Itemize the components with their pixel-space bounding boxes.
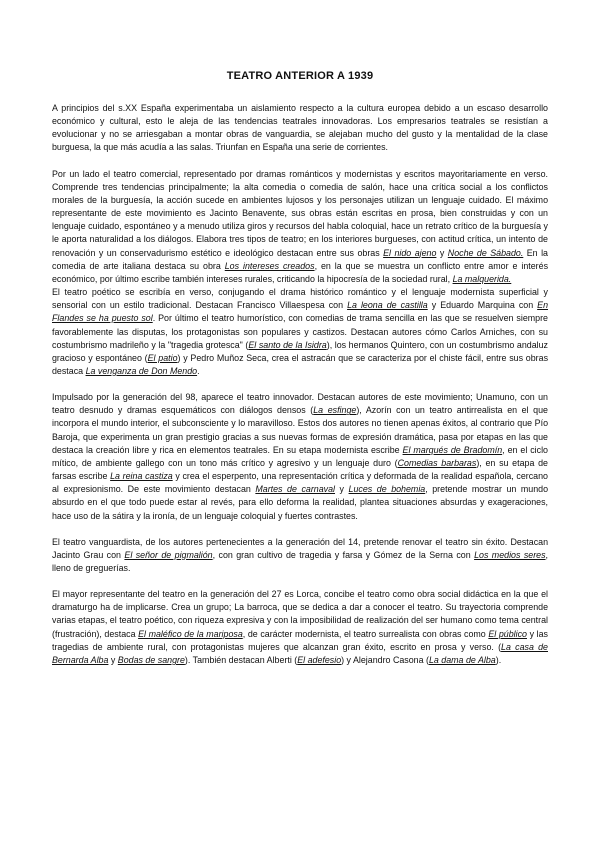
text-run: ) y Pedro Muñoz Seca, crea el astracán que se caracteriza por el chiste fácil, entre sus obras destaca bbox=[52, 352, 549, 376]
work-title: El santo de la Isidra bbox=[248, 339, 327, 350]
text-run: Por un lado el teatro comercial, representado por dramas románticos y modernistas y escritos mayoritariamente en verso. Comprende tres tendencias principalmente; la alta comedia o comedia de salón, hace una crítica social a los conflictos morales de la burguesía, la acción sucede en ambientes lujosos y los personajes utilizan un lenguaje cuidado. El máximo representante de este movimiento es Jacinto Benavente, sus obras están escritas en prosa, bien construidas y con un lenguaje cuidado, espontáneo y a menudo utiliza giros y recursos del habla coloquial, hace un retrato crítico de la burguesía y le aporta naturalidad a los diálogos. Elabora tres tipos de teatro; en los interiores burgueses, con actitud crítica, un intento de renovación y un conservadurismo estético e ideológico destacan entre sus obras bbox=[52, 168, 548, 258]
text-run: y Eduardo Marquina con bbox=[427, 300, 538, 311]
text-run: El teatro poético se escribía en verso, conjugando el drama histórico romántico y el lenguaje modernista superficial y sensorial con un estilo tradicional. Destacan Francisco Villaespesa con bbox=[52, 287, 548, 311]
text-run: , con gran cultivo de tragedia y farsa y Gómez de la Serna con bbox=[212, 549, 475, 560]
text-run: , de carácter modernista, el teatro surrealista con obras como bbox=[242, 628, 489, 639]
work-title: Comedias barbaras bbox=[397, 457, 477, 468]
text-run: y bbox=[335, 484, 349, 495]
work-title: La casa de Bernarda Alba bbox=[52, 641, 548, 665]
text-run: ), los hermanos Quintero, con un costumbrismo andaluz gracioso y espontáneo ( bbox=[52, 339, 548, 363]
work-title: Noche de Sábado. bbox=[447, 247, 524, 258]
text-run: . bbox=[197, 365, 200, 376]
work-title: El adefesio bbox=[297, 654, 342, 665]
text-run: y las tragedias de ambiente rural, con protagonistas mujeres que alcanzan gran éxito, escrito en prosa y verso. ( bbox=[52, 628, 548, 652]
work-title: En Flandes se ha puesto sol bbox=[52, 300, 549, 324]
text-run: , en la que se muestra un conflicto entre amor e interés económico, por último escribe también intereses rurales, criticando la hipocresía de la sociedad rural, bbox=[52, 260, 549, 284]
work-title: El maléfico de la mariposa bbox=[138, 628, 243, 639]
text-run: , pretende mostrar un mundo absurdo en el que todo puede estar al revés, para ello deforma la realidad, plantea situaciones absurdas y exageraciones, hace uso de la sátira y la ironía, de un lenguaje coloquial y fuertes contrastes. bbox=[52, 484, 548, 521]
paragraph-innovative-theatre bbox=[52, 391, 548, 523]
paragraph-intro bbox=[52, 102, 548, 155]
document-body bbox=[52, 102, 548, 667]
work-title: Los medios seres bbox=[474, 549, 546, 560]
text-run: El teatro vanguardista, de los autores pertenecientes a la generación del 14, pretende renovar el teatro sin éxito. Destacan Jacinto Grau con bbox=[52, 536, 548, 560]
text-run: El mayor representante del teatro en la generación del 27 es Lorca, concibe el teatro como obra social didáctica en la que el dramaturgo ha de implicarse. Crea un grupo; La barroca, que se dedica a dar a conocer el teatro. Su trayectoria comprende varias etapas, el teatro poético, con riqueza expresiva y con la imposibilidad de realización del ser humano como tema central (frustración), destaca bbox=[52, 589, 548, 639]
work-title: Bodas de sangre bbox=[117, 654, 185, 665]
text-run: . Por último el teatro humorístico, con comedias de trama sencilla en las que se resuelven siempre favorablemente las disputas, los protagonistas son populares y castizos. Destacan autores cómo Carlos Arniches, con su costumbrismo madrileño y la "tragedia grotesca" ( bbox=[52, 313, 548, 350]
paragraph-avant-garde-theatre bbox=[52, 536, 548, 575]
text-run: y bbox=[436, 247, 448, 258]
text-run: y bbox=[108, 654, 118, 665]
text-run: y crea el esperpento, una representación crítica y deformada de la realidad española, cercano al expresionismo. De este movimiento destacan bbox=[52, 471, 548, 495]
work-title: La venganza de Don Mendo bbox=[85, 365, 198, 376]
work-title: El nido ajeno bbox=[383, 247, 437, 258]
text-run: En la comedia de arte italiana destaca su obra bbox=[52, 247, 548, 271]
text-run: Impulsado por la generación del 98, aparece el teatro innovador. Destacan autores de este movimiento; Unamuno, con un teatro desnudo y dramas esquemáticos con diálogos densos ( bbox=[52, 392, 548, 416]
work-title: Luces de bohemia bbox=[348, 484, 426, 495]
text-run: ), Azorín con un teatro antirrealista en el que incorpora el mundo interior, el subconsciente y lo maravilloso. Estos dos autores no tienen apenas éxitos, al contrario que Pío Baroja, que experimenta un gran prestigio gracias a sus nuevas formas de expresión dramática, pasa por etapas en las que destaca la creación libre y rica en elementos teatrales. En su etapa modernista escribe bbox=[52, 405, 548, 455]
text-run: ), en su etapa de farsas escribe bbox=[52, 457, 548, 482]
page-title: TEATRO ANTERIOR A 1939 bbox=[226, 70, 374, 82]
text-run: ). bbox=[495, 654, 502, 665]
paragraph-poetic-theatre bbox=[52, 286, 548, 378]
paragraph-commercial-theatre bbox=[52, 168, 548, 286]
work-title: Martes de carnaval bbox=[255, 484, 336, 495]
work-title: La malquerida. bbox=[452, 273, 512, 284]
work-title: El público bbox=[488, 628, 527, 639]
work-title: La reina castiza bbox=[110, 471, 173, 482]
text-run: , lleno de greguerías. bbox=[52, 549, 549, 573]
work-title: Los intereses creados bbox=[224, 260, 315, 271]
work-title: El patio bbox=[147, 352, 178, 363]
text-run: ) y Alejandro Casona ( bbox=[341, 654, 429, 665]
work-title: La esfinge bbox=[313, 405, 357, 416]
text-run: , en el ciclo mítico, de ambiente gallego con un tono más crítico y agresivo y un lenguaje duro ( bbox=[52, 444, 548, 468]
work-title: El marqués de Bradomín bbox=[402, 444, 503, 455]
work-title: La dama de Alba bbox=[428, 654, 496, 665]
work-title: La leona de castilla bbox=[347, 300, 428, 311]
text-run: A principios del s.XX España experimentaba un aislamiento respecto a la cultura europea debido a un escaso desarrollo económico y cultural, esto le aleja de las tendencias teatrales innovadoras. Los empresarios teatrales se resistían a evolucionar y no se arriesgaban a montar obras de vanguardia, se alejaban mucho del gusto y la mentalidad de la clase burguesa, la que más acudía a las salas. Triunfan en España una serie de corrientes. bbox=[52, 103, 548, 153]
work-title: El señor de pigmalión bbox=[124, 549, 213, 560]
paragraph-generation-27 bbox=[52, 588, 548, 667]
text-run: ). También destacan Alberti ( bbox=[184, 654, 298, 665]
